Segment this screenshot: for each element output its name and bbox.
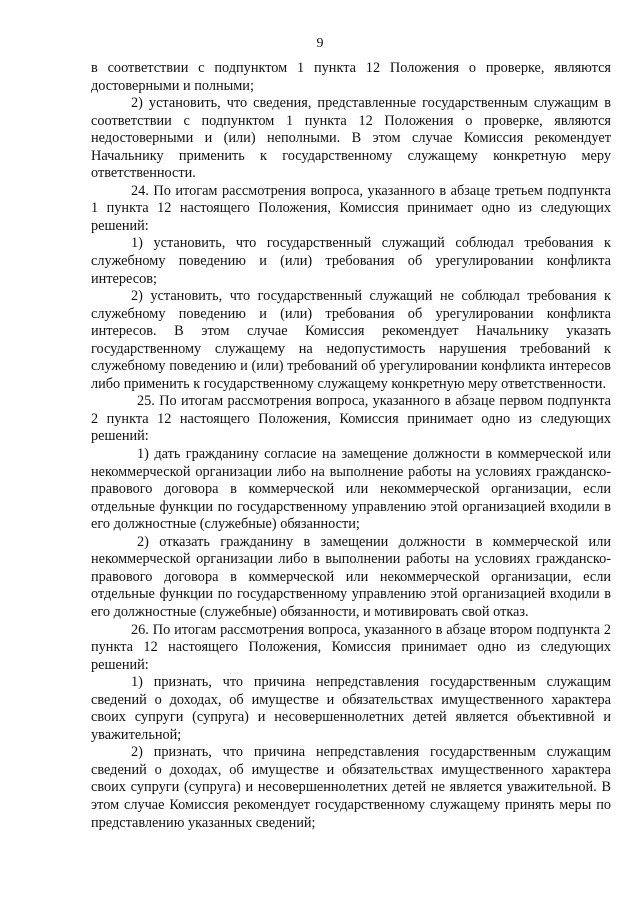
- paragraph-24-item-2: 2) установить, что государственный служащий не соблюдал требования к служебному поведению и (или) требования об урегулировании конфликта интересов. В этом случае Комиссия рекомендует Начальнику указать государственному служащему на недопустимость нарушения требований к служебному поведению и (или) требований об урегулировании конфликта интересов либо применить к государственному служащему конкретную меру ответственности.: [91, 288, 611, 392]
- paragraph-26-item-1: 1) признать, что причина непредставления государственным служащим сведений о доходах, об имуществе и обязательствах имущественного характера своих супруги (супруга) и несовершеннолетних детей является объективной и уважительной;: [91, 674, 611, 743]
- paragraph-26-item-2: 2) признать, что причина непредставления государственным служащим сведений о доходах, об имуществе и обязательствах имущественного характера своих супруги (супруга) и несовершеннолетних детей не является уважительной. В этом случае Комиссия рекомендует государственному служащему принять меры по представлению указанных сведений;: [91, 744, 611, 831]
- paragraph-25: 25. По итогам рассмотрения вопроса, указанного в абзаце первом подпункта 2 пункта 12 настоящего Положения, Комиссия принимает одно из следующих решений:: [91, 393, 611, 445]
- paragraph-25-item-1: 1) дать гражданину согласие на замещение должности в коммерческой или некоммерческой организации либо на выполнение работы на условиях гражданско-правового договора в коммерческой или некоммерческой организации, если отдельные функции по государственному управлению этой организацией входили в его должностные (служебные) обязанности;: [91, 446, 611, 533]
- paragraph-23-item-2: 2) установить, что сведения, представленные государственным служащим в соответствии с подпунктом 1 пункта 12 Положения о проверке, являются недостоверными и (или) неполными. В этом случае Комиссия рекомендует Начальнику применить к государственному служащему конкретную меру ответственности.: [91, 95, 611, 182]
- paragraph-continuation: в соответствии с подпунктом 1 пункта 12 Положения о проверке, являются достоверными и полными;: [91, 60, 611, 94]
- page-number: 9: [316, 36, 324, 51]
- paragraph-25-item-2: 2) отказать гражданину в замещении должности в коммерческой или некоммерческой организации либо в выполнении работы на условиях гражданско-правового договора в коммерческой или некоммерческой организации, если отдельные функции по государственному управлению этой организацией входили в его должностные (служебные) обязанности, и мотивировать свой отказ.: [91, 533, 611, 620]
- paragraph-26: 26. По итогам рассмотрения вопроса, указанного в абзаце втором подпункта 2 пункта 12 настоящего Положения, Комиссия принимает одно из следующих решений:: [91, 621, 611, 673]
- paragraph-24-item-1: 1) установить, что государственный служащий соблюдал требования к служебному поведению и (или) требования об урегулировании конфликта интересов;: [91, 235, 611, 287]
- paragraph-24: 24. По итогам рассмотрения вопроса, указанного в абзаце третьем подпункта 1 пункта 12 настоящего Положения, Комиссия принимает одно из следующих решений:: [91, 182, 611, 234]
- document-body: [91, 60, 611, 832]
